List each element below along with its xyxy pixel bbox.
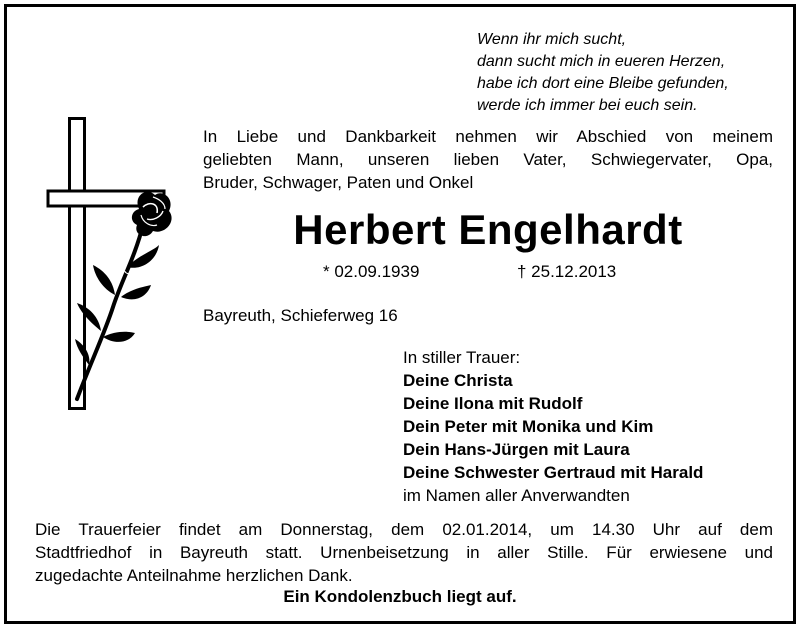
address: Bayreuth, Schieferweg 16 xyxy=(203,306,398,325)
intro-line: geliebten Mann, unseren lieben Vater, Schwiegervater, Opa, xyxy=(203,150,773,169)
death-date: † 25.12.2013 xyxy=(517,262,617,281)
condolence-note: Ein Kondolenzbuch liegt auf. xyxy=(283,587,517,606)
cross-with-rose-icon xyxy=(43,117,183,422)
birth-date: * 02.09.1939 xyxy=(323,262,420,281)
funeral-line: zugedachte Anteilnahme herzlichen Dank. xyxy=(35,566,353,585)
mourners-closing: im Namen aller Anverwandten xyxy=(403,486,630,505)
deceased-name: Herbert Engelhardt xyxy=(293,206,683,253)
funeral-line: Stadtfriedhof in Bayreuth statt. Urnenbeisetzung in aller Stille. Für erwiesene und xyxy=(35,543,773,562)
poem-line: werde ich immer bei euch sein. xyxy=(477,97,698,114)
poem-line: Wenn ihr mich sucht, xyxy=(477,31,627,48)
mourner-name: Dein Peter mit Monika und Kim xyxy=(403,417,654,436)
poem-line: habe ich dort eine Bleibe gefunden, xyxy=(477,75,729,92)
obituary-notice xyxy=(4,4,796,624)
intro-text xyxy=(203,125,773,194)
mourner-name: Deine Ilona mit Rudolf xyxy=(403,394,583,413)
mourners-heading: In stiller Trauer: xyxy=(403,348,521,367)
mourner-name: Dein Hans-Jürgen mit Laura xyxy=(403,440,630,459)
poem-line: dann sucht mich in eueren Herzen, xyxy=(477,53,726,70)
mourner-name: Deine Schwester Gertraud mit Harald xyxy=(403,463,704,482)
poem xyxy=(477,29,787,117)
funeral-line: Die Trauerfeier findet am Donnerstag, dem 02.01.2014, um 14.30 Uhr auf dem xyxy=(35,520,773,539)
funeral-info xyxy=(35,518,773,587)
mourner-name: Deine Christa xyxy=(403,371,513,390)
intro-line: Bruder, Schwager, Paten und Onkel xyxy=(203,173,474,192)
mourners-list xyxy=(403,346,703,507)
intro-line: In Liebe und Dankbarkeit nehmen wir Abschied von meinem xyxy=(203,127,773,146)
